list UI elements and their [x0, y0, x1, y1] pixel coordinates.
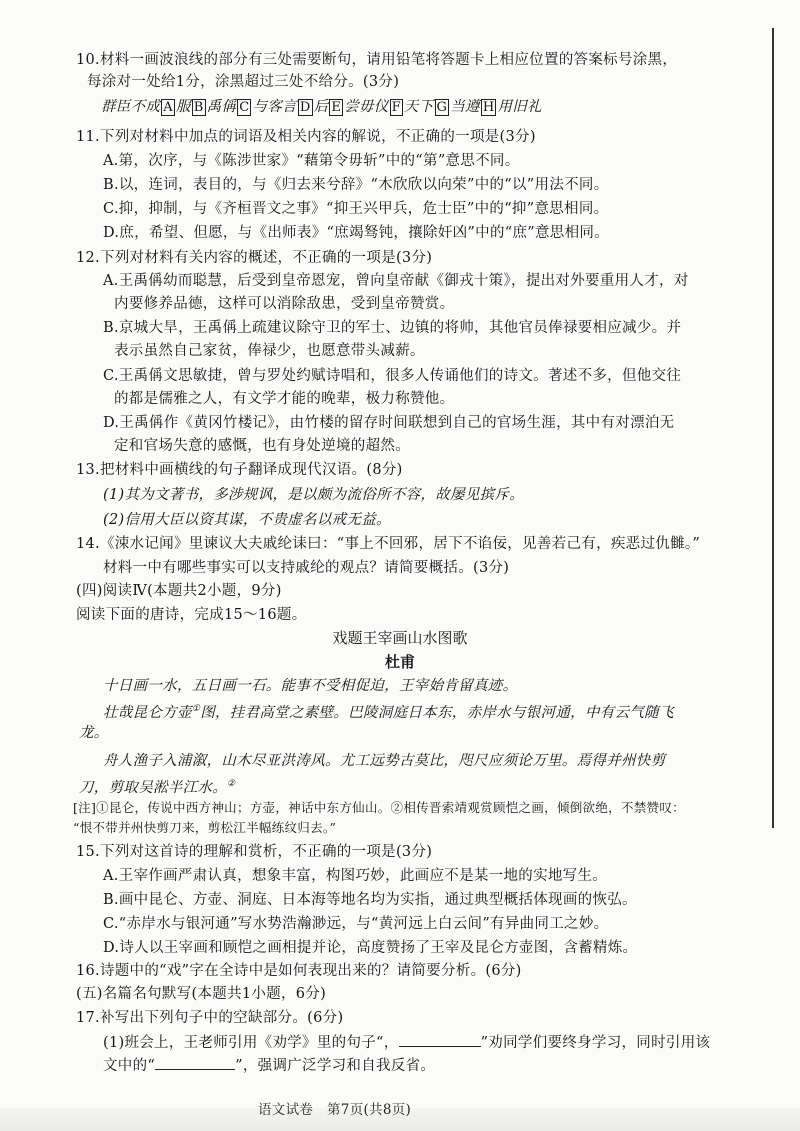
q13-sentence-1: (1)其为文著书，多涉规讽，是以颇为流俗所不容，故屡见摈斥。 [103, 487, 525, 503]
q10-seg: 后 [313, 99, 329, 115]
poem-line-2 [103, 699, 674, 723]
q10-seg: 用旧礼 [497, 99, 542, 115]
q12-option-d-2: 定和官场失意的感慨，也有身处逆境的超然。 [114, 438, 410, 454]
poem-author: 杜甫 [384, 653, 415, 671]
q12-option-a-1: A.王禹偁幼而聪慧，后受到皇帝恩宠，曾向皇帝献《御戎十策》，提出对外要重用人才，对 [103, 273, 689, 289]
q15-option-a: A.王宰作画严肃认真，想象丰富，构图巧妙，此画应不是某一地的实地写生。 [103, 868, 608, 884]
q10-seg: 天下 [403, 99, 434, 115]
q17-blank-2 [399, 1032, 481, 1047]
q13-stem: 13.把材料中画横线的句子翻译成现代汉语。(8分) [76, 462, 403, 478]
q14-line-2: 材料一中有哪些事实可以支持戚纶的观点？请简要概括。(3分) [103, 560, 510, 576]
poem-note-1: [注]①昆仑，传说中西方神山；方壶，神话中东方仙山。②相传晋索靖观赏顾恺之画，倾倒欲绝，不禁赞叹： [73, 800, 685, 815]
q15-option-c: C.“赤岸水与银河通”写水势浩瀚渺远，与“黄河远上白云间”有异曲同工之妙。 [103, 916, 609, 932]
answer-label-e: E [331, 100, 342, 115]
answer-label-g: G [436, 100, 448, 115]
q10-seg: 与客言 [252, 99, 297, 115]
q17-line-2-b: ”，强调广泛学习和自我反省。 [235, 1058, 436, 1074]
poem-line-2-b: 图，挂君高堂之素壁。巴陵洞庭日本东，赤岸水与银河通，中有云气随飞 [200, 704, 674, 721]
q10-seg: 尝毋仪 [344, 99, 389, 115]
section-4-intro: 阅读下面的唐诗，完成15～16题。 [76, 607, 307, 623]
q10-line-1: 10.材料一画波浪线的部分有三处需要断句，请用铅笔将答题卡上相应位置的答案标号涂黑， [76, 52, 678, 68]
poem-line-2-cont: 龙。 [79, 725, 109, 741]
q11-stem: 11.下列对材料中加点的词语及相关内容的解说，不正确的一项是(3分) [76, 129, 536, 145]
q10-seg: 当遵 [450, 99, 480, 115]
answer-label-a: A [163, 100, 173, 115]
footnote-marker-2: ② [227, 779, 236, 789]
q17-line-2-a: 文中的“ [103, 1058, 156, 1074]
q11-option-c: C.抑，抑制，与《齐桓晋文之事》“抑王兴甲兵，危士臣”中的“抑”意思相同。 [103, 201, 609, 217]
q11-option-a: A.第，次序，与《陈涉世家》“藉第令毋斩”中的“第”意思不同。 [103, 153, 520, 169]
q16-stem: 16.诗题中的“戏”字在全诗中是如何表现出来的？请简要分析。(6分) [76, 963, 522, 979]
q17-line-1 [103, 1032, 710, 1053]
footnote-marker-1: ① [191, 704, 201, 714]
q10-segments [101, 97, 542, 117]
q10-line-2: 每涂对一处给1分，涂黑超过三处不给分。(3分) [87, 74, 400, 90]
q10-seg: 服 [175, 99, 191, 115]
poem-line-3-cont [79, 774, 235, 798]
binding-margin-line [772, 28, 774, 828]
section-4-heading: (四)阅读Ⅳ(本题共2小题，9分) [76, 583, 282, 599]
answer-label-b: B [193, 100, 204, 115]
answer-label-h: H [482, 100, 495, 115]
page-footer: 语文试卷 第7页(共8页) [258, 1102, 412, 1118]
q12-option-a-2: 内要修养品德，这样可以消除敌患，受到皇帝赞赏。 [114, 296, 455, 312]
q17-line-1-c: ”劝同学们要终身学习，同时引用该 [480, 1035, 711, 1051]
answer-label-f: F [391, 100, 401, 115]
q12-option-b-1: B.京城大旱，王禹偁上疏建议除守卫的军士、边镇的将帅，其他官员俸禄要相应减少。并 [103, 320, 682, 336]
q12-option-c-2: 的都是儒雅之人，有文学才能的晚辈，极力称赞他。 [114, 391, 455, 407]
q12-option-c-1: C.王禹偁文思敏捷，曾与罗处约赋诗唱和，很多人传诵他们的诗文。著述不多，但他交往 [103, 368, 682, 384]
answer-label-d: D [299, 100, 311, 115]
poem-note-2: “恨不带并州快剪刀来，剪松江半幅练纹归去。” [73, 820, 337, 835]
q10-seg: 群臣不成 [101, 99, 161, 115]
q17-blank-1: ， [383, 1035, 399, 1051]
answer-label-c: C [239, 100, 250, 115]
q10-seg: 禹偁 [206, 99, 237, 115]
poem-title: 戏题王宰画山水图歌 [332, 629, 468, 647]
q13-sentence-2: (2)信用大臣以资其谋，不贵虚名以戒无益。 [103, 512, 391, 528]
q17-line-1-a: (1)班会上，王老师引用《劝学》里的句子“ [103, 1035, 384, 1051]
poem-line-1: 十日画一水，五日画一石。能事不受相促迫，王宰始肯留真迹。 [103, 678, 518, 694]
section-5-heading: (五)名篇名句默写(本题共1小题，6分) [76, 986, 327, 1002]
poem-line-3-b: 刀，剪取吴淞半江水。 [79, 779, 227, 796]
q12-option-b-2: 表示虽然自己家贫，俸禄少，也愿意带头减薪。 [114, 343, 425, 359]
q17-stem: 17.补写出下列句子中的空缺部分。(6分) [76, 1010, 344, 1026]
q14-line-1: 14.《涑水记闻》里谏议大夫戚纶诔曰：“事上不回邪，居下不谄佞，见善若己有，疾恶过仇雠。” [76, 536, 701, 552]
q17-blank-3 [155, 1055, 235, 1070]
q11-option-d: D.庶，希望、但愿，与《出师表》“庶竭驽钝，攘除奸凶”中的“庶”意思相同。 [103, 225, 609, 241]
q15-stem: 15.下列对这首诗的理解和赏析，不正确的一项是(3分) [76, 844, 433, 860]
q15-option-b: B.画中昆仑、方壶、洞庭、日本海等地名均为实指，通过典型概括体现画的恢弘。 [103, 892, 637, 908]
q12-stem: 12.下列对材料有关内容的概述，不正确的一项是(3分) [76, 250, 433, 266]
poem-line-3: 舟人渔子入浦溆，山木尽亚洪涛风。尤工远势古莫比，咫尺应须论万里。焉得并州快剪 [103, 753, 666, 769]
q11-option-b: B.以，连词，表目的，与《归去来兮辞》“木欣欣以向荣”中的“以”用法不同。 [103, 177, 609, 193]
poem-line-2-a: 壮哉昆仑方壶 [103, 704, 192, 721]
q15-option-d: D.诗人以王宰画和顾恺之画相提并论，高度赞扬了王宰及昆仑方壶图，含蓄精炼。 [103, 940, 638, 956]
q12-option-d-1: D.王禹偁作《黄冈竹楼记》，由竹楼的留存时间联想到自己的官场生涯，其中有对漂泊无 [103, 415, 675, 431]
q17-line-2 [103, 1055, 435, 1076]
